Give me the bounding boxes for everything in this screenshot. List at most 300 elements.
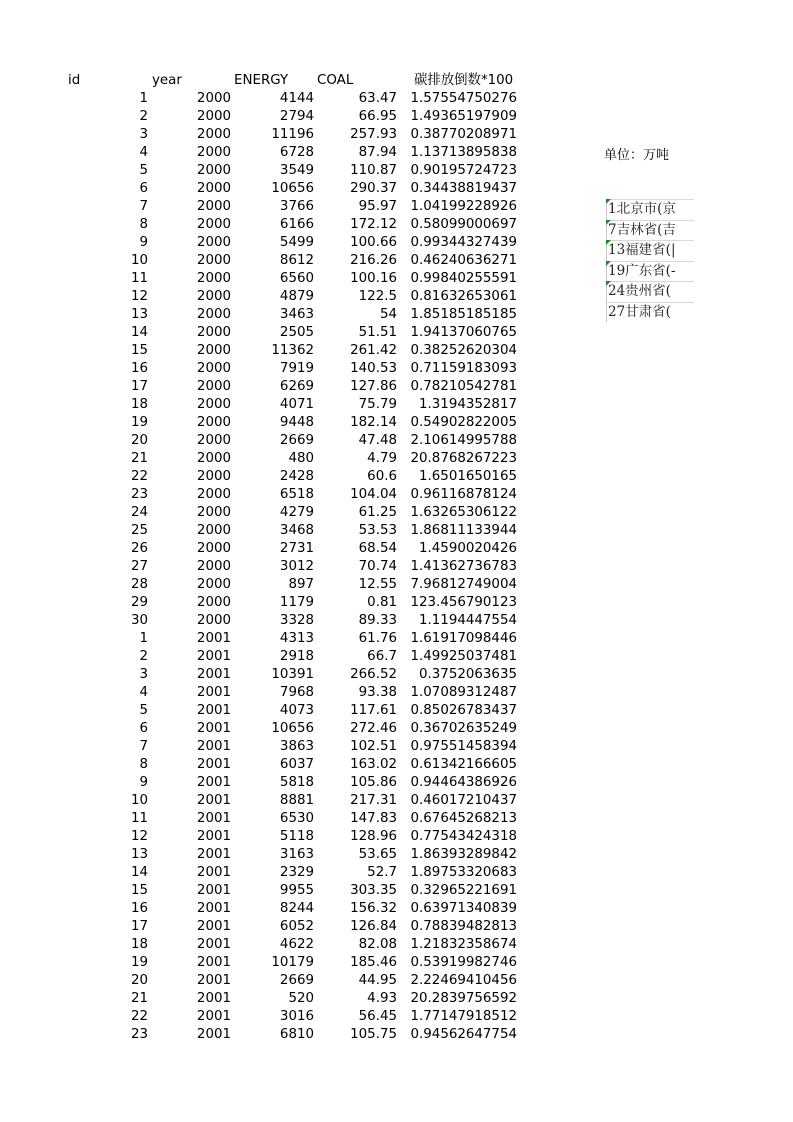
cell-comment-marker-icon xyxy=(606,240,611,245)
table-row xyxy=(0,900,540,918)
table-row xyxy=(0,756,540,774)
cell-coal[interactable]: 140.53 xyxy=(350,360,397,376)
legend-item xyxy=(606,240,694,261)
cell-carbon-inverse[interactable]: 1.21832358674 xyxy=(410,936,517,952)
cell-coal[interactable]: 105.86 xyxy=(350,774,397,790)
cell-coal[interactable]: 127.86 xyxy=(350,378,397,394)
table-row xyxy=(0,558,540,576)
cell-carbon-inverse[interactable]: 1.85185185185 xyxy=(410,306,517,322)
table-row xyxy=(0,108,540,126)
table-row xyxy=(0,666,540,684)
cell-id[interactable]: 27 xyxy=(130,558,148,574)
cell-carbon-inverse[interactable]: 123.456790123 xyxy=(410,594,517,610)
cell-coal[interactable]: 0.81 xyxy=(367,594,397,610)
cell-carbon-inverse[interactable]: 0.96116878124 xyxy=(410,486,517,502)
cell-coal[interactable]: 303.35 xyxy=(350,882,397,898)
cell-energy[interactable]: 3468 xyxy=(279,522,314,538)
cell-energy[interactable]: 3016 xyxy=(279,1008,314,1024)
cell-coal[interactable]: 95.97 xyxy=(358,198,397,214)
cell-coal[interactable]: 89.33 xyxy=(358,612,397,628)
cell-coal[interactable]: 185.46 xyxy=(350,954,397,970)
cell-carbon-inverse[interactable]: 1.41362736783 xyxy=(410,558,517,574)
cell-energy[interactable]: 4879 xyxy=(279,288,314,304)
cell-carbon-inverse[interactable]: 1.3194352817 xyxy=(419,396,517,412)
cell-carbon-inverse[interactable]: 1.86393289842 xyxy=(410,846,517,862)
cell-coal[interactable]: 182.14 xyxy=(350,414,397,430)
table-row xyxy=(0,414,540,432)
table-row xyxy=(0,810,540,828)
cell-energy[interactable]: 4071 xyxy=(279,396,314,412)
cell-year[interactable]: 2001 xyxy=(196,1026,231,1042)
cell-year[interactable]: 2001 xyxy=(196,666,231,682)
cell-coal[interactable]: 4.79 xyxy=(367,450,397,466)
cell-carbon-inverse[interactable]: 1.94137060765 xyxy=(410,324,517,340)
table-row xyxy=(0,198,540,216)
cell-year[interactable]: 2001 xyxy=(196,900,231,916)
cell-coal[interactable]: 52.7 xyxy=(367,864,397,880)
cell-energy[interactable]: 11362 xyxy=(271,342,314,358)
cell-id[interactable]: 12 xyxy=(130,828,148,844)
cell-coal[interactable]: 61.25 xyxy=(358,504,397,520)
cell-id[interactable]: 4 xyxy=(139,144,148,160)
table-row xyxy=(0,1026,540,1044)
cell-energy[interactable]: 2669 xyxy=(279,432,314,448)
cell-coal[interactable]: 54 xyxy=(379,306,397,322)
cell-year[interactable]: 2001 xyxy=(196,738,231,754)
cell-energy[interactable]: 897 xyxy=(288,576,314,592)
cell-energy[interactable]: 3766 xyxy=(279,198,314,214)
cell-year[interactable]: 2000 xyxy=(196,594,231,610)
cell-year[interactable]: 2000 xyxy=(196,180,231,196)
cell-id[interactable]: 12 xyxy=(130,288,148,304)
cell-id[interactable]: 23 xyxy=(130,486,148,502)
table-row xyxy=(0,846,540,864)
cell-carbon-inverse[interactable]: 0.34438819437 xyxy=(410,180,517,196)
cell-year[interactable]: 2001 xyxy=(196,972,231,988)
table-row xyxy=(0,396,540,414)
cell-carbon-inverse[interactable]: 7.96812749004 xyxy=(410,576,517,592)
cell-year[interactable]: 2000 xyxy=(196,90,231,106)
cell-coal[interactable]: 122.5 xyxy=(358,288,397,304)
cell-id[interactable]: 7 xyxy=(139,198,148,214)
cell-carbon-inverse[interactable]: 0.90195724723 xyxy=(410,162,517,178)
table-row xyxy=(0,774,540,792)
table-row xyxy=(0,234,540,252)
cell-id[interactable]: 20 xyxy=(130,432,148,448)
cell-carbon-inverse[interactable]: 0.81632653061 xyxy=(410,288,517,304)
cell-id[interactable]: 23 xyxy=(130,1026,148,1042)
cell-year[interactable]: 2000 xyxy=(196,162,231,178)
cell-coal[interactable]: 102.51 xyxy=(350,738,397,754)
cell-energy[interactable]: 10391 xyxy=(271,666,314,682)
cell-carbon-inverse[interactable]: 0.46017210437 xyxy=(410,792,517,808)
cell-energy[interactable]: 480 xyxy=(288,450,314,466)
cell-carbon-inverse[interactable]: 0.53919982746 xyxy=(410,954,517,970)
cell-year[interactable]: 2000 xyxy=(196,612,231,628)
cell-id[interactable]: 24 xyxy=(130,504,148,520)
cell-coal[interactable]: 60.6 xyxy=(367,468,397,484)
cell-id[interactable]: 1 xyxy=(139,630,148,646)
cell-energy[interactable]: 10656 xyxy=(271,180,314,196)
cell-carbon-inverse[interactable]: 1.6501650165 xyxy=(419,468,517,484)
cell-carbon-inverse[interactable]: 1.86811133944 xyxy=(410,522,517,538)
cell-carbon-inverse[interactable]: 0.78210542781 xyxy=(410,378,517,394)
cell-year[interactable]: 2000 xyxy=(196,270,231,286)
cell-energy[interactable]: 3863 xyxy=(279,738,314,754)
cell-carbon-inverse[interactable]: 0.38252620304 xyxy=(410,342,517,358)
cell-year[interactable]: 2001 xyxy=(196,936,231,952)
cell-coal[interactable]: 4.93 xyxy=(367,990,397,1006)
cell-energy[interactable]: 2918 xyxy=(279,648,314,664)
cell-energy[interactable]: 4313 xyxy=(279,630,314,646)
cell-coal[interactable]: 51.51 xyxy=(358,324,397,340)
table-row xyxy=(0,612,540,630)
unit-label: 单位：万吨 xyxy=(604,148,670,163)
cell-id[interactable]: 6 xyxy=(139,720,148,736)
cell-comment-marker-icon xyxy=(606,261,611,266)
cell-coal[interactable]: 172.12 xyxy=(350,216,397,232)
cell-year[interactable]: 2000 xyxy=(196,414,231,430)
cell-coal[interactable]: 272.46 xyxy=(350,720,397,736)
cell-energy[interactable]: 3163 xyxy=(279,846,314,862)
cell-energy[interactable]: 6810 xyxy=(279,1026,314,1042)
cell-coal[interactable]: 261.42 xyxy=(350,342,397,358)
cell-energy[interactable]: 3012 xyxy=(279,558,314,574)
cell-coal[interactable]: 63.47 xyxy=(358,90,397,106)
cell-id[interactable]: 16 xyxy=(130,360,148,376)
cell-carbon-inverse[interactable]: 1.57554750276 xyxy=(410,90,517,106)
cell-id[interactable]: 22 xyxy=(130,468,148,484)
cell-id[interactable]: 7 xyxy=(139,738,148,754)
cell-id[interactable]: 22 xyxy=(130,1008,148,1024)
cell-carbon-inverse[interactable]: 0.85026783437 xyxy=(410,702,517,718)
cell-coal[interactable]: 82.08 xyxy=(358,936,397,952)
cell-energy[interactable]: 10179 xyxy=(271,954,314,970)
cell-id[interactable]: 11 xyxy=(130,270,148,286)
cell-id[interactable]: 15 xyxy=(130,882,148,898)
cell-year[interactable]: 2000 xyxy=(196,324,231,340)
cell-year[interactable]: 2000 xyxy=(196,504,231,520)
cell-energy[interactable]: 4279 xyxy=(279,504,314,520)
table-row xyxy=(0,378,540,396)
table-row xyxy=(0,990,540,1008)
cell-year[interactable]: 2001 xyxy=(196,720,231,736)
cell-id[interactable]: 5 xyxy=(139,702,148,718)
cell-carbon-inverse[interactable]: 0.54902822005 xyxy=(410,414,517,430)
cell-year[interactable]: 2000 xyxy=(196,558,231,574)
cell-year[interactable]: 2000 xyxy=(196,216,231,232)
cell-carbon-inverse[interactable]: 0.3752063635 xyxy=(419,666,517,682)
cell-year[interactable]: 2001 xyxy=(196,954,231,970)
cell-coal[interactable]: 290.37 xyxy=(350,180,397,196)
cell-year[interactable]: 2000 xyxy=(196,396,231,412)
cell-carbon-inverse[interactable]: 1.13713895838 xyxy=(410,144,517,160)
cell-energy[interactable]: 2505 xyxy=(279,324,314,340)
cell-id[interactable]: 14 xyxy=(130,324,148,340)
cell-carbon-inverse[interactable]: 0.61342166605 xyxy=(410,756,517,772)
cell-id[interactable]: 20 xyxy=(130,972,148,988)
cell-id[interactable]: 13 xyxy=(130,306,148,322)
cell-coal[interactable]: 68.54 xyxy=(358,540,397,556)
cell-coal[interactable]: 110.87 xyxy=(350,162,397,178)
cell-energy[interactable]: 3463 xyxy=(279,306,314,322)
cell-id[interactable]: 29 xyxy=(130,594,148,610)
cell-coal[interactable]: 87.94 xyxy=(358,144,397,160)
cell-energy[interactable]: 4144 xyxy=(279,90,314,106)
cell-energy[interactable]: 6530 xyxy=(279,810,314,826)
cell-carbon-inverse[interactable]: 1.1194447554 xyxy=(419,612,517,628)
cell-id[interactable]: 9 xyxy=(139,774,148,790)
cell-year[interactable]: 2001 xyxy=(196,990,231,1006)
cell-id[interactable]: 30 xyxy=(130,612,148,628)
cell-year[interactable]: 2000 xyxy=(196,198,231,214)
cell-carbon-inverse[interactable]: 1.4590020426 xyxy=(419,540,517,556)
cell-year[interactable]: 2001 xyxy=(196,918,231,934)
cell-year[interactable]: 2000 xyxy=(196,432,231,448)
cell-id[interactable]: 4 xyxy=(139,684,148,700)
cell-coal[interactable]: 126.84 xyxy=(350,918,397,934)
cell-year[interactable]: 2001 xyxy=(196,702,231,718)
header-year: year xyxy=(152,73,182,88)
cell-id[interactable]: 3 xyxy=(139,666,148,682)
cell-coal[interactable]: 12.55 xyxy=(358,576,397,592)
cell-id[interactable]: 6 xyxy=(139,180,148,196)
cell-id[interactable]: 10 xyxy=(130,792,148,808)
cell-year[interactable]: 2000 xyxy=(196,288,231,304)
cell-coal[interactable]: 117.61 xyxy=(350,702,397,718)
cell-carbon-inverse[interactable]: 0.99840255591 xyxy=(410,270,517,286)
cell-year[interactable]: 2001 xyxy=(196,684,231,700)
cell-id[interactable]: 1 xyxy=(139,90,148,106)
cell-year[interactable]: 2000 xyxy=(196,360,231,376)
cell-carbon-inverse[interactable]: 0.32965221691 xyxy=(410,882,517,898)
cell-energy[interactable]: 6269 xyxy=(279,378,314,394)
legend-item xyxy=(606,220,694,241)
cell-energy[interactable]: 8244 xyxy=(279,900,314,916)
table-row xyxy=(0,486,540,504)
cell-coal[interactable]: 128.96 xyxy=(350,828,397,844)
cell-energy[interactable]: 6037 xyxy=(279,756,314,772)
cell-id[interactable]: 8 xyxy=(139,756,148,772)
cell-id[interactable]: 2 xyxy=(139,108,148,124)
cell-coal[interactable]: 217.31 xyxy=(350,792,397,808)
cell-id[interactable]: 17 xyxy=(130,378,148,394)
cell-id[interactable]: 21 xyxy=(130,990,148,1006)
cell-year[interactable]: 2000 xyxy=(196,108,231,124)
cell-energy[interactable]: 520 xyxy=(288,990,314,1006)
cell-carbon-inverse[interactable]: 1.77147918512 xyxy=(410,1008,517,1024)
cell-carbon-inverse[interactable]: 0.97551458394 xyxy=(410,738,517,754)
cell-year[interactable]: 2000 xyxy=(196,306,231,322)
cell-coal[interactable]: 75.79 xyxy=(358,396,397,412)
cell-energy[interactable]: 2731 xyxy=(279,540,314,556)
cell-carbon-inverse[interactable]: 1.89753320683 xyxy=(410,864,517,880)
legend-item-label: 1北京市(京 xyxy=(608,201,676,217)
cell-carbon-inverse[interactable]: 0.77543424318 xyxy=(410,828,517,844)
cell-year[interactable]: 2000 xyxy=(196,576,231,592)
cell-year[interactable]: 2001 xyxy=(196,882,231,898)
table-row xyxy=(0,954,540,972)
cell-year[interactable]: 2001 xyxy=(196,774,231,790)
cell-year[interactable]: 2000 xyxy=(196,486,231,502)
cell-carbon-inverse[interactable]: 0.36702635249 xyxy=(410,720,517,736)
cell-year[interactable]: 2000 xyxy=(196,234,231,250)
cell-coal[interactable]: 216.26 xyxy=(350,252,397,268)
cell-energy[interactable]: 2794 xyxy=(279,108,314,124)
cell-coal[interactable]: 56.45 xyxy=(358,1008,397,1024)
cell-coal[interactable]: 66.7 xyxy=(367,648,397,664)
cell-id[interactable]: 21 xyxy=(130,450,148,466)
cell-id[interactable]: 26 xyxy=(130,540,148,556)
cell-energy[interactable]: 11196 xyxy=(271,126,314,142)
cell-carbon-inverse[interactable]: 20.2839756592 xyxy=(410,990,517,1006)
cell-year[interactable]: 2001 xyxy=(196,828,231,844)
cell-carbon-inverse[interactable]: 0.94562647754 xyxy=(410,1026,517,1042)
cell-energy[interactable]: 2669 xyxy=(279,972,314,988)
cell-energy[interactable]: 3549 xyxy=(279,162,314,178)
cell-energy[interactable]: 6728 xyxy=(279,144,314,160)
cell-coal[interactable]: 105.75 xyxy=(350,1026,397,1042)
cell-carbon-inverse[interactable]: 1.07089312487 xyxy=(410,684,517,700)
cell-carbon-inverse[interactable]: 0.94464386926 xyxy=(410,774,517,790)
cell-carbon-inverse[interactable]: 2.10614995788 xyxy=(410,432,517,448)
cell-carbon-inverse[interactable]: 0.71159183093 xyxy=(410,360,517,376)
cell-id[interactable]: 2 xyxy=(139,648,148,664)
cell-carbon-inverse[interactable]: 0.67645268213 xyxy=(410,810,517,826)
cell-coal[interactable]: 147.83 xyxy=(350,810,397,826)
table-row xyxy=(0,450,540,468)
cell-energy[interactable]: 1179 xyxy=(279,594,314,610)
cell-year[interactable]: 2000 xyxy=(196,378,231,394)
cell-year[interactable]: 2000 xyxy=(196,342,231,358)
cell-carbon-inverse[interactable]: 2.22469410456 xyxy=(410,972,517,988)
cell-year[interactable]: 2001 xyxy=(196,756,231,772)
cell-energy[interactable]: 3328 xyxy=(279,612,314,628)
cell-coal[interactable]: 257.93 xyxy=(350,126,397,142)
cell-id[interactable]: 17 xyxy=(130,918,148,934)
cell-id[interactable]: 3 xyxy=(139,126,148,142)
cell-id[interactable]: 18 xyxy=(130,936,148,952)
cell-id[interactable]: 25 xyxy=(130,522,148,538)
cell-energy[interactable]: 2329 xyxy=(279,864,314,880)
cell-id[interactable]: 16 xyxy=(130,900,148,916)
cell-coal[interactable]: 44.95 xyxy=(358,972,397,988)
cell-id[interactable]: 14 xyxy=(130,864,148,880)
cell-year[interactable]: 2000 xyxy=(196,540,231,556)
cell-id[interactable]: 8 xyxy=(139,216,148,232)
cell-coal[interactable]: 47.48 xyxy=(358,432,397,448)
cell-year[interactable]: 2001 xyxy=(196,630,231,646)
cell-energy[interactable]: 8612 xyxy=(279,252,314,268)
legend-item xyxy=(606,199,694,220)
cell-id[interactable]: 19 xyxy=(130,414,148,430)
cell-energy[interactable]: 5499 xyxy=(279,234,314,250)
cell-carbon-inverse[interactable]: 1.04199228926 xyxy=(410,198,517,214)
table-row xyxy=(0,180,540,198)
table-row xyxy=(0,126,540,144)
cell-year[interactable]: 2000 xyxy=(196,144,231,160)
data-table-body xyxy=(0,90,540,1044)
cell-year[interactable]: 2000 xyxy=(196,252,231,268)
cell-carbon-inverse[interactable]: 0.46240636271 xyxy=(410,252,517,268)
cell-carbon-inverse[interactable]: 0.38770208971 xyxy=(410,126,517,142)
cell-year[interactable]: 2001 xyxy=(196,1008,231,1024)
cell-id[interactable]: 28 xyxy=(130,576,148,592)
cell-energy[interactable]: 2428 xyxy=(279,468,314,484)
cell-carbon-inverse[interactable]: 0.58099000697 xyxy=(410,216,517,232)
cell-id[interactable]: 13 xyxy=(130,846,148,862)
cell-energy[interactable]: 7968 xyxy=(279,684,314,700)
legend-item xyxy=(606,261,694,282)
cell-energy[interactable]: 10656 xyxy=(271,720,314,736)
cell-coal[interactable]: 100.16 xyxy=(350,270,397,286)
cell-year[interactable]: 2001 xyxy=(196,648,231,664)
cell-year[interactable]: 2001 xyxy=(196,810,231,826)
cell-energy[interactable]: 6560 xyxy=(279,270,314,286)
cell-carbon-inverse[interactable]: 20.8768267223 xyxy=(410,450,517,466)
cell-carbon-inverse[interactable]: 1.49365197909 xyxy=(410,108,517,124)
cell-energy[interactable]: 6166 xyxy=(279,216,314,232)
cell-id[interactable]: 18 xyxy=(130,396,148,412)
cell-carbon-inverse[interactable]: 1.49925037481 xyxy=(410,648,517,664)
cell-id[interactable]: 10 xyxy=(130,252,148,268)
cell-year[interactable]: 2000 xyxy=(196,468,231,484)
cell-coal[interactable]: 163.02 xyxy=(350,756,397,772)
cell-coal[interactable]: 61.76 xyxy=(358,630,397,646)
cell-id[interactable]: 9 xyxy=(139,234,148,250)
cell-coal[interactable]: 266.52 xyxy=(350,666,397,682)
cell-year[interactable]: 2001 xyxy=(196,864,231,880)
cell-id[interactable]: 11 xyxy=(130,810,148,826)
cell-energy[interactable]: 4073 xyxy=(279,702,314,718)
cell-year[interactable]: 2000 xyxy=(196,450,231,466)
cell-energy[interactable]: 7919 xyxy=(279,360,314,376)
cell-coal[interactable]: 53.53 xyxy=(358,522,397,538)
cell-year[interactable]: 2001 xyxy=(196,846,231,862)
table-row xyxy=(0,720,540,738)
table-row xyxy=(0,738,540,756)
cell-id[interactable]: 5 xyxy=(139,162,148,178)
cell-energy[interactable]: 9448 xyxy=(279,414,314,430)
cell-energy[interactable]: 6052 xyxy=(279,918,314,934)
cell-coal[interactable]: 53.65 xyxy=(358,846,397,862)
cell-energy[interactable]: 8881 xyxy=(279,792,314,808)
cell-coal[interactable]: 70.74 xyxy=(358,558,397,574)
cell-carbon-inverse[interactable]: 1.61917098446 xyxy=(410,630,517,646)
cell-carbon-inverse[interactable]: 1.63265306122 xyxy=(410,504,517,520)
cell-year[interactable]: 2000 xyxy=(196,522,231,538)
cell-id[interactable]: 19 xyxy=(130,954,148,970)
cell-coal[interactable]: 66.95 xyxy=(358,108,397,124)
cell-coal[interactable]: 156.32 xyxy=(350,900,397,916)
cell-energy[interactable]: 5118 xyxy=(279,828,314,844)
cell-id[interactable]: 15 xyxy=(130,342,148,358)
cell-year[interactable]: 2000 xyxy=(196,126,231,142)
cell-carbon-inverse[interactable]: 0.78839482813 xyxy=(410,918,517,934)
cell-carbon-inverse[interactable]: 0.63971340839 xyxy=(410,900,517,916)
cell-energy[interactable]: 5818 xyxy=(279,774,314,790)
cell-coal[interactable]: 93.38 xyxy=(358,684,397,700)
cell-energy[interactable]: 9955 xyxy=(279,882,314,898)
cell-carbon-inverse[interactable]: 0.99344327439 xyxy=(410,234,517,250)
header-coal: COAL xyxy=(317,73,354,88)
cell-energy[interactable]: 4622 xyxy=(279,936,314,952)
legend-item xyxy=(606,302,694,323)
cell-coal[interactable]: 104.04 xyxy=(350,486,397,502)
cell-coal[interactable]: 100.66 xyxy=(350,234,397,250)
cell-energy[interactable]: 6518 xyxy=(279,486,314,502)
cell-year[interactable]: 2001 xyxy=(196,792,231,808)
